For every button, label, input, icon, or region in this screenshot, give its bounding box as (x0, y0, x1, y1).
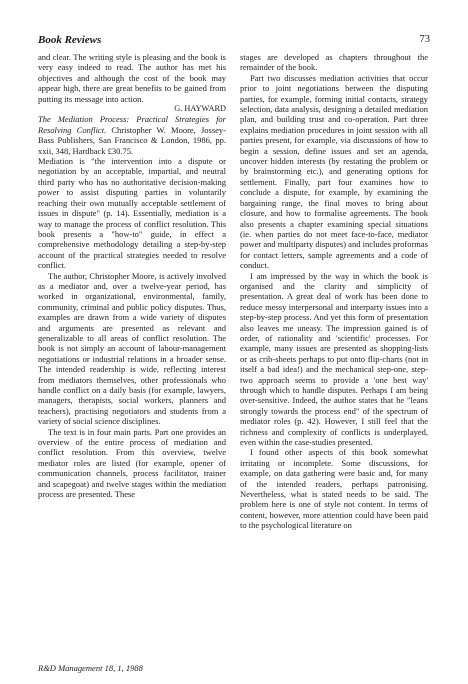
page-number: 73 (419, 34, 430, 45)
book-title: The Mediation Process: Practical Strategies for Resolving Conflict. (38, 114, 226, 135)
right-column (240, 52, 428, 531)
journal-footer: R&D Management 18, 1, 1988 (38, 663, 143, 673)
section-title: Book Reviews (38, 34, 102, 46)
left-column (38, 52, 226, 499)
review-citation (38, 114, 226, 156)
left-paragraph-2: Mediation is "the intervention into a dispute or negotiation by an acceptable, impartial, and neutral third party who has no authoritative decision-making power to assist disputing parties in voluntarily reaching their own mutually acceptable settlement of issues in dispute" (p. 14). Essentially, mediation is a way to manage the process of conflict resolution. This book presents a "how-to" guide, in effect a comprehensive methodology detailing a step-by-step account of the practical strategies needed to resolve conflict. (38, 156, 226, 271)
left-paragraph-4: The text is in four main parts. Part one provides an overview of the entire process of mediation and conflict resolution. From this overview, twelve mediator roles are listed (for example, opener of communication channels, process facilitator, trainer and scapegoat) and twelve stages within the mediation process are presented. These (38, 426, 226, 500)
book-details: Christopher W. Moore, Jossey-Bass Publishers, San Francisco & London, 1986, pp. xxii, 348, Hardback £30.75. (38, 124, 226, 156)
right-paragraph-4: I found other aspects of this book somewhat irritating or incomplete. Some discussions, for example, on data gathering were basic and, for many of the intended readers, perhaps patronising. Nevertheless, what is stated needs to be said. The problem here is one of style not content. In terms of content, however, more attention could have been paid to the psychological literature on (240, 447, 428, 531)
left-paragraph-1: and clear. The writing style is pleasing and the book is very easy indeed to read. The author has met his objectives and although the cost of the book may appear high, there are great benefits to be gained from putting its message into action. (38, 52, 226, 104)
right-paragraph-2: Part two discusses mediation activities that occur prior to joint negotiations between the disputing parties, for example, forming initial contacts, strategy selection, data analysis, designing a detailed mediation plan, and building trust and co-operation. Part three explains mediation procedures in joint session with all parties present, for example, via discussions of how to begin a session, define issues and set an agenda, uncover hidden interests (by restating the problem or by brainstorming etc.), and generating options for settlement. Finally, part four examines how to conclude a dispute, for example, by examining the bargaining range, the final moves to bring about closure, and how to formalise agreements. The book also presents a chapter examining special situations (ie. when parties do not meet face-to-face, mediator power and multiparty disputes) and includes proformas for contact letters, sample agreements and a code of conduct. (240, 72, 428, 271)
left-paragraph-3: The author, Christopher Moore, is actively involved as a mediator and, over a twelve-year period, has worked in organizational, environmental, family, community, criminal and public policy disputes. Thus, examples are drawn from a wide variety of disputes and arguments are presented as relevant and generalizable to all areas of conflict resolution. The book is not simply an account of labour-management negotiations or industrial relations in a broader sense. The intended readership is wide, reflecting interest from mediators themselves, other professionals who handle conflict on a daily basis (for example, lawyers, managers, therapists, social workers, planners and teachers), practising negotiators and students from a variety of social science disciplines. (38, 270, 226, 427)
right-paragraph-3: I am impressed by the way in which the book is organised and the clarity and simplicity of presentation. A great deal of work has been done to reduce messy interpersonal and interparty issues into a step-by-step process. And yet this form of presentation also leaves me uneasy. The impression gained is of order, of rationality and 'scientific' processes. For example, many issues are presented as shopping-lists or as crib-sheets perhaps to put onto flip-charts (not in itself a bad idea!) and the mechanical step-one, step-two approach seems to provide a 'one best way' through which to handle disputes. Perhaps I am being over-sensitive. Indeed, the author states that he "leans strongly towards the process end" of the spectrum of mediator roles (p. 42). However, I still feel that the richness and complexity of conflicts is underplayed, even within the case-studies presented. (240, 270, 428, 448)
right-paragraph-1: stages are developed as chapters throughout the remainder of the book. (240, 52, 428, 73)
reviewer-signature: G. HAYWARD (174, 104, 226, 114)
